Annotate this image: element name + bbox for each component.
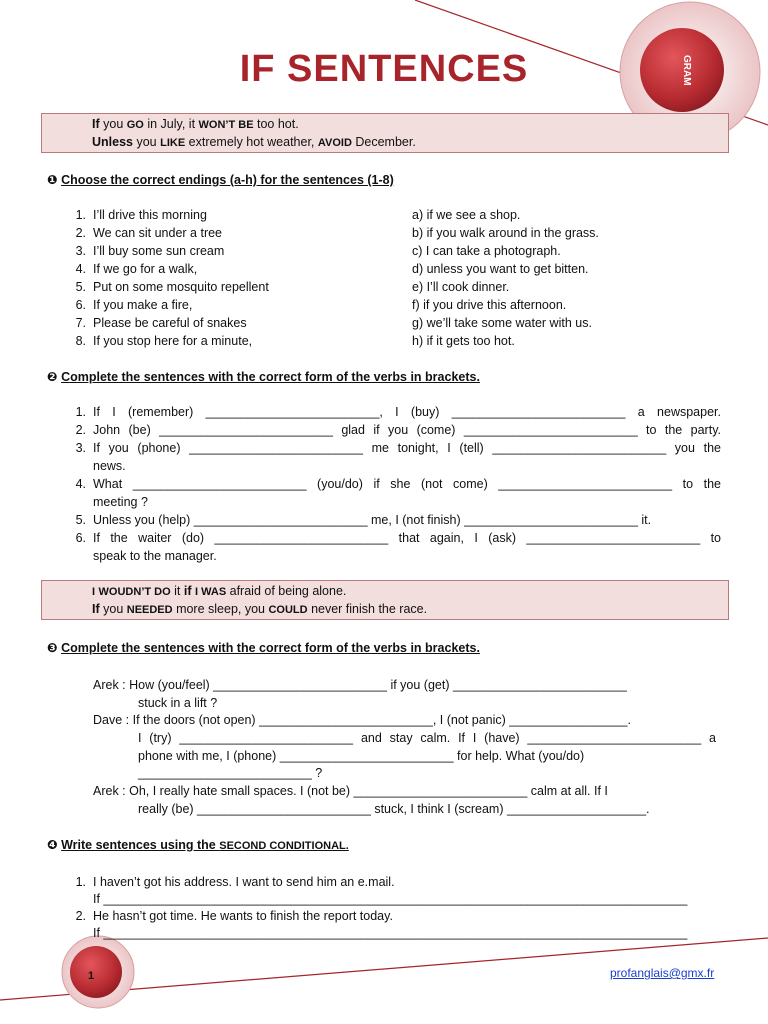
item-number: 6. bbox=[75, 531, 86, 545]
example-verb: WOUDN’T DO bbox=[98, 586, 171, 598]
example-verb: LIKE bbox=[160, 137, 186, 149]
example-verb: NEEDED bbox=[126, 604, 173, 616]
example-word: If bbox=[92, 117, 100, 131]
item-number: 3. bbox=[75, 441, 86, 455]
exercise-line-continued: speak to the manager. bbox=[93, 549, 217, 563]
sentence-start: I’ll drive this morning bbox=[93, 208, 207, 222]
item-number: 7. bbox=[75, 316, 86, 330]
prompt-sentence: He hasn’t got time. He wants to finish the report today. bbox=[93, 909, 393, 923]
item-number: 4. bbox=[75, 477, 86, 491]
sentence-ending: g) we’ll take some water with us. bbox=[412, 316, 592, 330]
dialogue-line: stuck in a lift ? bbox=[138, 696, 218, 710]
dialogue-line: Arek : Oh, I really hate small spaces. I (not be) _________________________ calm at all. If I bbox=[93, 784, 608, 798]
verb-exercise-list bbox=[0, 405, 768, 565]
dialogue-line: I (try) _________________________ and stay calm. If I (have) _________________________ a bbox=[138, 731, 716, 745]
item-number: 4. bbox=[75, 262, 86, 276]
example-verb: I WAS bbox=[194, 586, 227, 598]
example-verb: WON’T BE bbox=[198, 119, 254, 131]
item-number: 5. bbox=[75, 280, 86, 294]
sentence-start: We can sit under a tree bbox=[93, 226, 223, 240]
example-word: If bbox=[92, 602, 100, 616]
example-text: too hot. bbox=[253, 117, 299, 131]
number-3-icon: ❸ bbox=[47, 641, 58, 655]
exercise-line: John (be) _________________________ glad if you (come) _________________________ to the party. bbox=[93, 423, 721, 437]
item-number: 2. bbox=[75, 226, 86, 240]
example-word: if bbox=[183, 584, 192, 598]
dialogue-line: really (be) _________________________ stuck, I think I (scream) ____________________. bbox=[138, 802, 650, 816]
example-text: extremely hot weather, bbox=[185, 135, 318, 149]
section-4-heading-term: SECOND CONDITIONAL. bbox=[219, 840, 349, 852]
dialogue-line: Dave : If the doors (not open) _________________________, I (not panic) _________________. bbox=[93, 713, 631, 727]
example-verb: COULD bbox=[268, 604, 308, 616]
item-number: 1. bbox=[75, 208, 86, 222]
exercise-line: What _________________________ (you/do) if she (not come) _________________________ to the bbox=[93, 477, 721, 491]
section-3-heading bbox=[47, 640, 480, 655]
sentence-start: I’ll buy some sun cream bbox=[93, 244, 225, 258]
answer-line: If ____________________________________________________________________________________ bbox=[93, 892, 688, 906]
sentence-start: Put on some mosquito repellent bbox=[93, 280, 269, 294]
section-1-heading bbox=[47, 172, 394, 187]
number-4-icon: ❹ bbox=[47, 838, 58, 852]
exercise-line: If the waiter (do) _________________________ that again, I (ask) _________________________ to bbox=[93, 531, 721, 545]
exercise-line-continued: news. bbox=[93, 459, 126, 473]
sentence-writing-exercise bbox=[0, 875, 768, 945]
exercise-line-continued: meeting ? bbox=[93, 495, 148, 509]
item-number: 3. bbox=[75, 244, 86, 258]
sentence-ending: f) if you drive this afternoon. bbox=[412, 298, 567, 312]
item-number: 8. bbox=[75, 334, 86, 348]
item-number: 5. bbox=[75, 513, 86, 527]
example-box-first-conditional bbox=[41, 113, 729, 153]
sentence-ending: h) if it gets too hot. bbox=[412, 334, 515, 348]
exercise-line: If you (phone) _________________________ me tonight, I (tell) _________________________ you the bbox=[93, 441, 721, 455]
sentence-ending: e) I’ll cook dinner. bbox=[412, 280, 510, 294]
example-verb: AVOID bbox=[317, 137, 352, 149]
gram-badge-label: GRAM bbox=[681, 55, 692, 86]
sentence-ending: b) if you walk around in the grass. bbox=[412, 226, 599, 240]
sentence-ending: a) if we see a shop. bbox=[412, 208, 521, 222]
answer-line: If ____________________________________________________________________________________ bbox=[93, 926, 688, 940]
number-1-icon: ❶ bbox=[47, 173, 58, 187]
example-text: more sleep, you bbox=[172, 602, 269, 616]
section-3-heading-text: Complete the sentences with the correct form of the verbs in brackets. bbox=[61, 641, 480, 655]
dialogue-line: Arek : How (you/feel) _________________________ if you (get) _________________________ bbox=[93, 678, 627, 692]
dialogue-line: phone with me, I (phone) _________________________ for help. What (you/do) bbox=[138, 749, 585, 763]
example-line-2 bbox=[92, 602, 427, 616]
section-1-heading-text: Choose the correct endings (a-h) for the sentences (1-8) bbox=[61, 173, 394, 187]
exercise-line: Unless you (help) _________________________ me, I (not finish) _________________________ it. bbox=[93, 513, 652, 527]
item-number: 2. bbox=[75, 423, 86, 437]
sentence-start: If you stop here for a minute, bbox=[93, 334, 253, 348]
sentence-start: Please be careful of snakes bbox=[93, 316, 247, 330]
author-email-link[interactable]: profanglais@gmx.fr bbox=[610, 966, 715, 980]
example-text: December. bbox=[351, 135, 416, 149]
example-line-1 bbox=[92, 117, 299, 131]
example-line-2 bbox=[92, 135, 416, 149]
section-4-heading bbox=[47, 837, 349, 852]
example-text: afraid of being alone. bbox=[226, 584, 347, 598]
prompt-sentence: I haven’t got his address. I want to send him an e.mail. bbox=[93, 875, 395, 889]
example-word: I bbox=[92, 586, 96, 598]
item-number: 1. bbox=[75, 405, 86, 419]
dialogue-exercise bbox=[0, 678, 768, 823]
example-text: it bbox=[170, 584, 184, 598]
example-verb: GO bbox=[126, 119, 144, 131]
page-number: 1 bbox=[88, 970, 95, 982]
matching-list bbox=[0, 208, 768, 353]
item-number: 2. bbox=[75, 909, 86, 923]
item-number: 1. bbox=[75, 875, 86, 889]
example-box-second-conditional bbox=[41, 580, 729, 620]
example-word: Unless bbox=[92, 135, 133, 149]
example-text: in July, it bbox=[143, 117, 199, 131]
item-number: 6. bbox=[75, 298, 86, 312]
page-title: IF SENTENCES bbox=[239, 48, 529, 90]
section-4-heading-text: Write sentences using the bbox=[61, 838, 220, 852]
dialogue-line: _________________________ ? bbox=[138, 766, 323, 780]
sentence-ending: c) I can take a photograph. bbox=[412, 244, 561, 258]
exercise-line: If I (remember) _________________________, I (buy) _________________________ a newspaper. bbox=[93, 405, 721, 419]
section-2-heading bbox=[47, 369, 480, 384]
number-2-icon: ❷ bbox=[47, 370, 58, 384]
sentence-ending: d) unless you want to get bitten. bbox=[412, 262, 589, 276]
example-text: you bbox=[133, 135, 161, 149]
example-text: never finish the race. bbox=[307, 602, 428, 616]
sentence-start: If you make a fire, bbox=[93, 298, 193, 312]
section-2-heading-text: Complete the sentences with the correct form of the verbs in brackets. bbox=[61, 370, 480, 384]
example-text: you bbox=[99, 602, 127, 616]
example-text: you bbox=[99, 117, 127, 131]
example-line-1 bbox=[92, 584, 346, 598]
sentence-start: If we go for a walk, bbox=[93, 262, 198, 276]
